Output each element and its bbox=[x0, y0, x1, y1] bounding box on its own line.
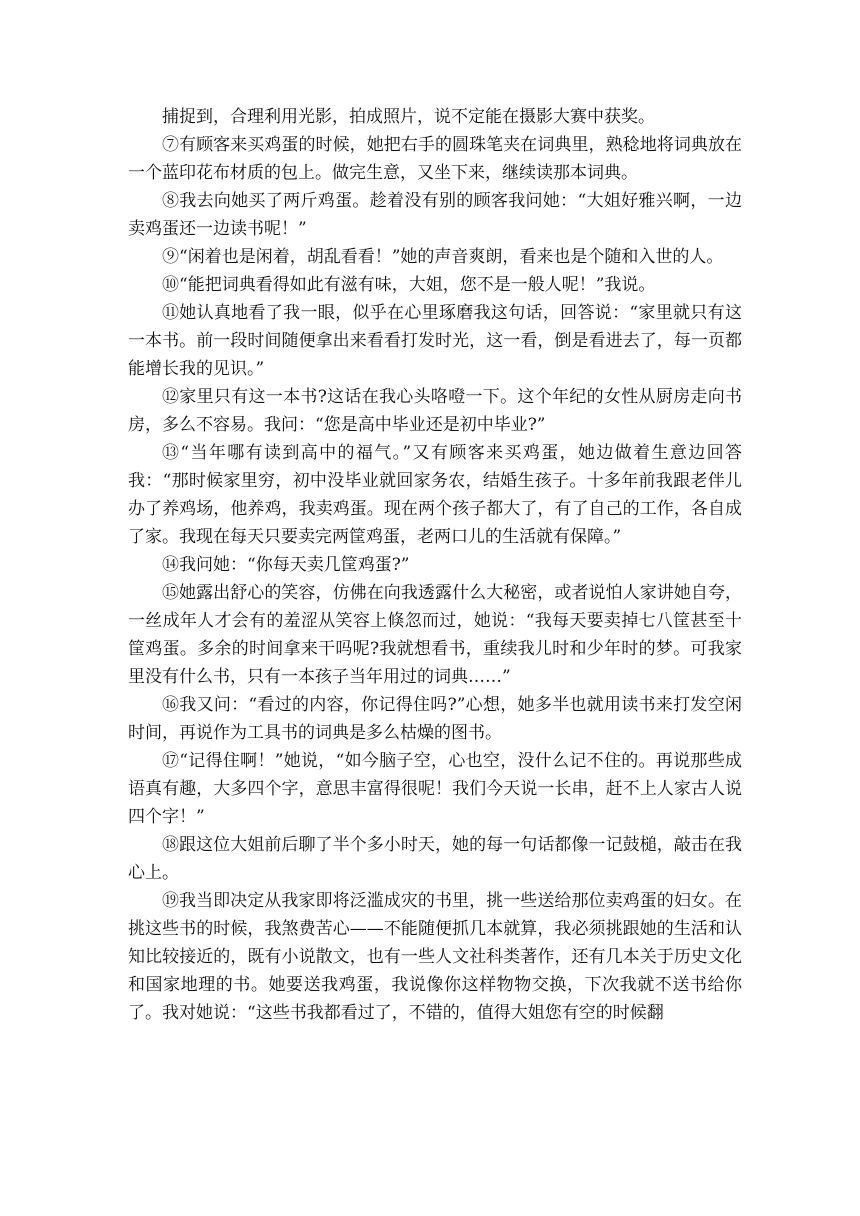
paragraph-10: ⑩“能把词典看得如此有滋有味，大姐，您不是一般人呢！”我说。 bbox=[162, 275, 656, 295]
paragraph-7: ⑦有顾客来买鸡蛋的时候，她把右手的圆珠笔夹在词典里，熟稔地将词典放在一个蓝印花布材质的包上。做完生意，又坐下来，继续读那本词典。 bbox=[128, 135, 742, 183]
paragraph-11: ⑪她认真地看了我一眼，似乎在心里琢磨我这句话，回答说：“家里就只有这一本书。前一段时间随便拿出来看看打发时光，这一看，倒是看进去了，每一页都能增长我的见识。” bbox=[128, 303, 742, 379]
paragraph-12: ⑫家里只有这一本书?这话在我心头咯噔一下。这个年纪的女性从厨房走向书房，多么不容易。我问：“您是高中毕业还是初中毕业?” bbox=[128, 387, 742, 435]
paragraph-continuation: 捕捉到，合理利用光影，拍成照片，说不定能在摄影大赛中获奖。 bbox=[162, 107, 655, 127]
paragraph-9: ⑨“闲着也是闲着，胡乱看看！”她的声音爽朗，看来也是个随和入世的人。 bbox=[162, 247, 724, 267]
paragraph-13: ⑬“当年哪有读到高中的福气。”又有顾客来买鸡蛋，她边做着生意边回答我：“那时候家里穷，初中没毕业就回家务农，结婚生孩子。十多年前我跟老伴儿办了养鸡场，他养鸡，我卖鸡蛋。现在两个孩子都大了，有了自己的工作，各自成了家。我现在每天只要卖完两筐鸡蛋，老两口儿的生活就有保障。” bbox=[128, 443, 742, 547]
paragraph-18: ⑱跟这位大姐前后聊了半个多小时天，她的每一句话都像一记鼓槌，敲击在我心上。 bbox=[128, 835, 742, 883]
paragraph-8: ⑧我去向她买了两斤鸡蛋。趁着没有别的顾客我问她：“大姐好雅兴啊，一边卖鸡蛋还一边读书呢！” bbox=[128, 191, 742, 239]
paragraph-16: ⑯我又问：“看过的内容，你记得住吗?”心想，她多半也就用读书来打发空闲时间，再说作为工具书的词典是多么枯燥的图书。 bbox=[128, 695, 742, 743]
paragraph-19: ⑲我当即决定从我家即将泛滥成灾的书里，挑一些送给那位卖鸡蛋的妇女。在挑这些书的时候，我煞费苦心——不能随便抓几本就算，我必须挑跟她的生活和认知比较接近的，既有小说散文，也有一些人文社科类著作，还有几本关于历史文化和国家地理的书。她要送我鸡蛋，我说像你这样物物交换，下次我就不送书给你了。我对她说：“这些书我都看过了，不错的，值得大姐您有空的时候翻 bbox=[128, 891, 742, 1023]
paragraph-14: ⑭我问她：“你每天卖几筐鸡蛋?” bbox=[162, 555, 410, 575]
paragraph-17: ⑰“记得住啊！”她说，“如今脑子空，心也空，没什么记不住的。再说那些成语真有趣，大多四个字，意思丰富得很呢！我们今天说一长串，赶不上人家古人说四个字！” bbox=[128, 751, 742, 827]
paragraph-15: ⑮她露出舒心的笑容，仿佛在向我透露什么大秘密，或者说怕人家讲她自夸，一丝成年人才会有的羞涩从笑容上倏忽而过，她说：“我每天要卖掉七八筐甚至十筐鸡蛋。多余的时间拿来干吗呢?我就想看书，重续我儿时和少年时的梦。可我家里没有什么书，只有一本孩子当年用过的词典……” bbox=[128, 583, 742, 687]
